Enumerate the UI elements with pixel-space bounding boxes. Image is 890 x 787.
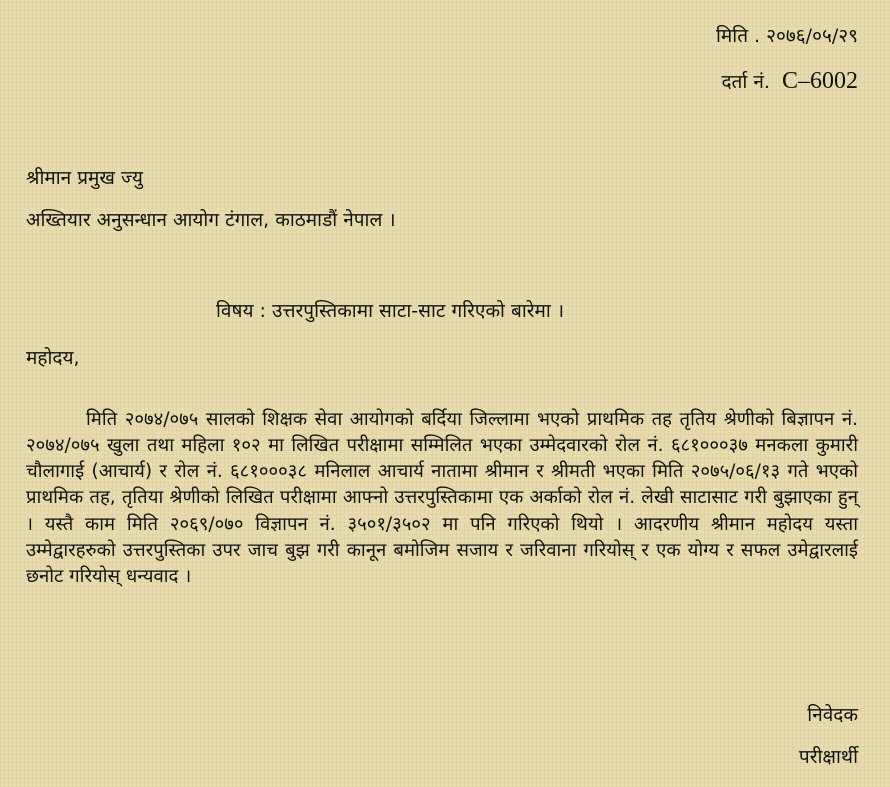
date-value: २०७६/०५/२९ [766, 25, 858, 47]
registration-label: दर्ता नं. [721, 71, 770, 93]
registration-line [721, 69, 858, 94]
signature-label: परीक्षार्थी [798, 746, 858, 768]
addressee: अख्तियार अनुसन्धान आयोग टंगाल, काठमाडौं नेपाल । [26, 209, 396, 231]
registration-number: C–6002 [781, 68, 858, 94]
subject-line: विषय : उत्तरपुस्तिकामा साटा-साट गरिएको बारेमा । [216, 300, 565, 322]
greeting: महोदय, [26, 347, 80, 369]
salutation: श्रीमान प्रमुख ज्यु [26, 167, 143, 189]
date-label: मिति . [715, 25, 761, 47]
submitter-label: निवेदक [807, 704, 858, 726]
body-paragraph: मिति २०७४/०७५ सालको शिक्षक सेवा आयोगको बर्दिया जिल्लामा भएको प्राथमिक तह तृतिय श्रेणीको बिज्ञापन नं. २०७४/०७५ खुला तथा महिला १०२ मा लिखित परीक्षामा सम्मिलित भएका उम्मेदवारको रोल नं. ६८१०००३७ मनकला कुमारी चौलागाई (आचार्य) र रोल नं. ६८१०००३८ मनिलाल आचार्य नातामा श्रीमान र श्रीमती भएका मिति २०७५/०६/१३ गते भएको प्राथमिक तह, तृतिया श्रेणीको लिखित परीक्षामा आफ्नो उत्तरपुस्तिकामा एक अर्काको रोल नं. लेखी साटासाट गरी बुझाएका हुन् । यस्तै काम मिति २०६९/०७० विज्ञापन नं. ३५०१/३५०२ मा पनि गरिएको थियो । आदरणीय श्रीमान महोदय यस्ता उम्मेद्वारहरुको उत्तरपुस्तिका उपर जाच बुझ गरी कानून बमोजिम सजाय र जरिवाना गरियोस् र एक योग्य र सफल उमेद्वारलाई छनोट गरियोस् धन्यवाद । [26, 408, 858, 588]
date-line [716, 24, 858, 48]
